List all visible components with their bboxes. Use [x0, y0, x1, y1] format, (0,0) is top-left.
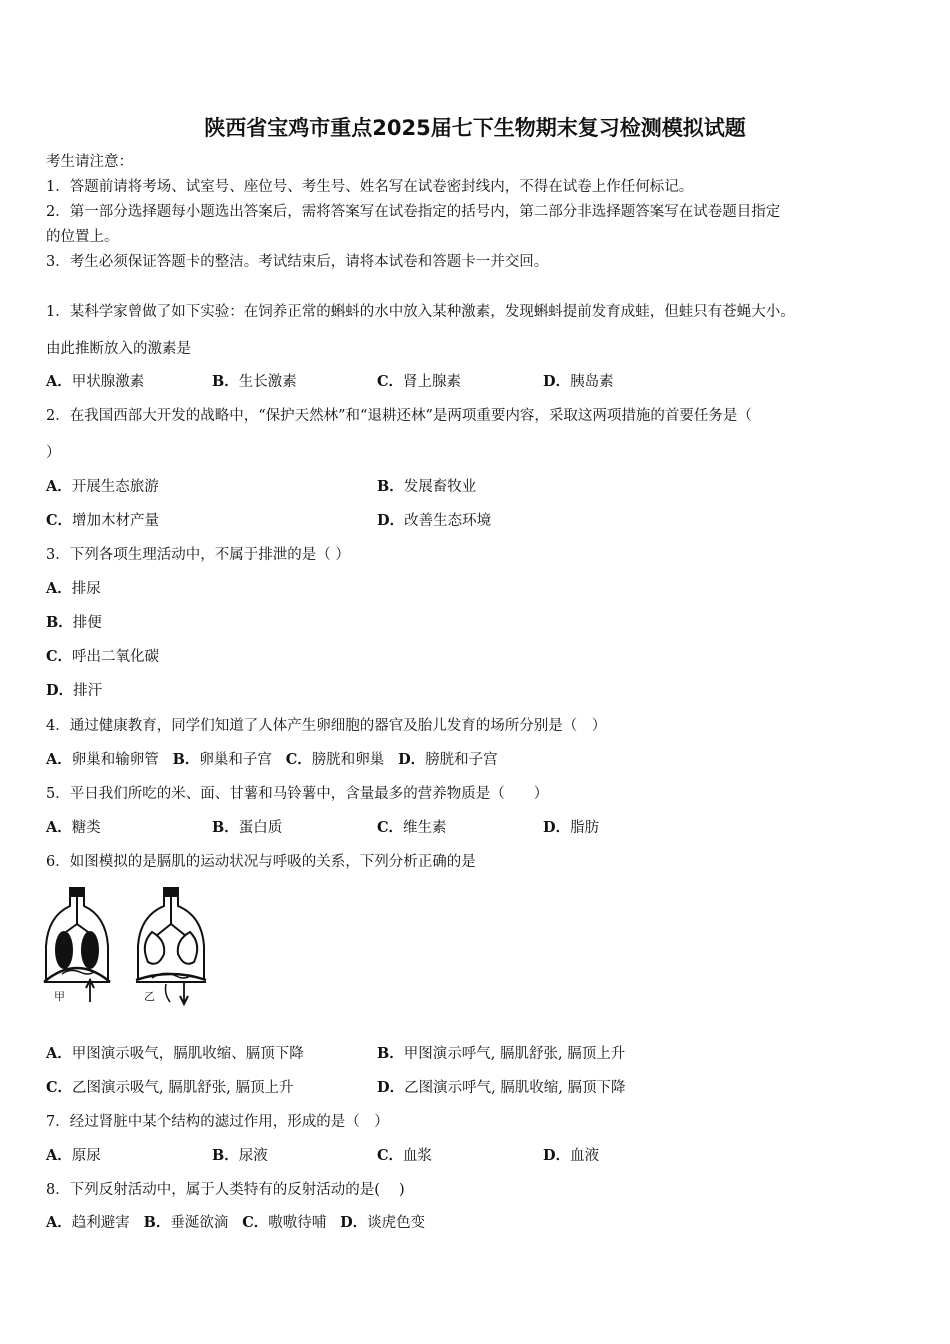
q4-options-row: A．卵巢和输卵管 B．卵巢和子宫 C．膀胱和卵巢 D．膀胱和子宫 [46, 751, 498, 768]
notice-item: 2．第一部分选择题每小题选出答案后，需将答案写在试卷指定的括号内，第二部分非选择题答案写在试卷题目指定 [46, 204, 781, 220]
question-6-stem: 6．如图模拟的是膈肌的运动状况与呼吸的关系，下列分析正确的是 [46, 854, 476, 870]
q3-option-d: D．排汗 [46, 682, 103, 699]
q8-options-row: A．趋利避害 B．垂涎欲滴 C．嗷嗷待哺 D．谈虎色变 [46, 1214, 426, 1231]
q3-option-c: C．呼出二氧化碳 [46, 648, 160, 665]
q5-option-a: A．糖类 [46, 819, 101, 836]
q5-option-c: C．维生素 [377, 819, 447, 836]
q5-option-b: B．蛋白质 [212, 819, 283, 836]
notice-item: 1．答题前请将考场、试室号、座位号、考生号、姓名写在试卷密封线内，不得在试卷上作任何标记。 [46, 179, 694, 195]
question-4-stem: 4．通过健康教育，同学们知道了人体产生卵细胞的器官及胎儿发育的场所分别是（ ） [46, 718, 607, 734]
question-7-stem: 7．经过肾脏中某个结构的滤过作用，形成的是（ ） [46, 1114, 389, 1130]
figure-label-yi: 乙 [144, 990, 155, 1003]
q1-option-b: B．生长激素 [212, 373, 297, 390]
jar-jia [44, 888, 110, 1002]
q6-option-a: A．甲图演示吸气，膈肌收缩、膈顶下降 [46, 1045, 304, 1062]
notice-heading: 考生请注意： [46, 154, 133, 170]
question-5-stem: 5．平日我们所吃的米、面、甘薯和马铃薯中，含量最多的营养物质是（ ） [46, 786, 549, 802]
question-1-stem: 1．某科学家曾做了如下实验：在饲养正常的蝌蚪的水中放入某种激素，发现蝌蚪提前发育成蛙，但蛙只有苍蝇大小。 [46, 304, 795, 320]
q6-option-c: C．乙图演示吸气, 膈肌舒张, 膈顶上升 [46, 1079, 294, 1096]
q2-option-c: C．增加木材产量 [46, 512, 160, 529]
q3-option-a: A．排尿 [46, 580, 101, 597]
question-3-stem: 3．下列各项生理活动中，不属于排泄的是（ ） [46, 547, 350, 563]
q6-option-b: B．甲图演示呼气, 膈肌舒张, 膈顶上升 [377, 1045, 626, 1062]
question-2-stem: 2．在我国西部大开发的战略中，“保护天然林”和“退耕还林”是两项重要内容，采取这两项措施的首要任务是（ [46, 408, 752, 424]
q2-option-b: B．发展畜牧业 [377, 478, 477, 495]
q7-option-a: A．原尿 [46, 1147, 101, 1164]
q6-option-d: D．乙图演示呼气, 膈肌收缩, 膈顶下降 [377, 1079, 626, 1096]
question-2-stem-cont: ） [46, 445, 61, 461]
notice-item: 的位置上。 [46, 229, 119, 245]
notice-item: 3．考生必须保证答题卡的整洁。考试结束后，请将本试卷和答题卡一并交回。 [46, 254, 549, 270]
diaphragm-model-figure [40, 884, 220, 1014]
q1-option-d: D．胰岛素 [543, 373, 614, 390]
figure-label-jia: 甲 [54, 990, 65, 1003]
q1-option-c: C．肾上腺素 [377, 373, 462, 390]
q1-option-a: A．甲状腺激素 [46, 373, 145, 390]
q7-option-d: D．血液 [543, 1147, 600, 1164]
question-8-stem: 8．下列反射活动中，属于人类特有的反射活动的是( ) [46, 1182, 405, 1198]
q7-option-c: C．血浆 [377, 1147, 433, 1164]
jar-yi [136, 888, 206, 1004]
q7-option-b: B．尿液 [212, 1147, 268, 1164]
q3-option-b: B．排便 [46, 614, 102, 631]
q2-option-d: D．改善生态环境 [377, 512, 492, 529]
question-1-stem-cont: 由此推断放入的激素是 [46, 341, 191, 357]
q2-option-a: A．开展生态旅游 [46, 478, 159, 495]
q5-option-d: D．脂肪 [543, 819, 600, 836]
page-title: 陕西省宝鸡市重点2025届七下生物期末复习检测模拟试题 [204, 116, 746, 140]
